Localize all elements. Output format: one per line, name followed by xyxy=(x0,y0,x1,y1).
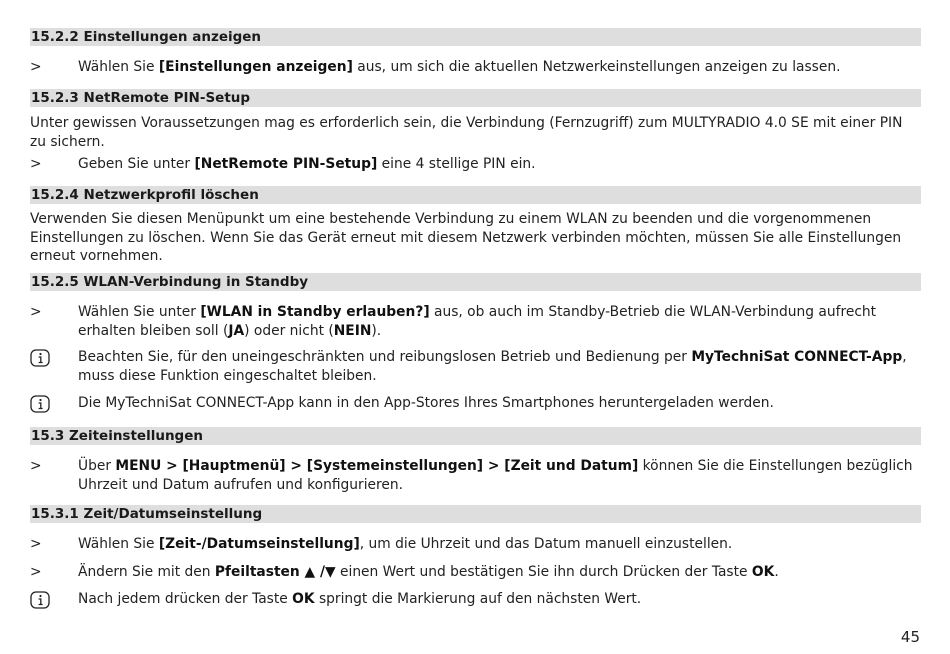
manual-page xyxy=(30,0,921,654)
section-heading-15-2-2: 15.2.2 Einstellungen anzeigen xyxy=(30,28,921,46)
section-heading-15-2-3: 15.2.3 NetRemote PIN-Setup xyxy=(30,89,921,107)
step-text: Geben Sie unter [NetRemote PIN-Setup] eine 4 stellige PIN ein. xyxy=(78,156,536,172)
paragraph: Unter gewissen Voraussetzungen mag es erforderlich sein, die Verbindung (Fernzugriff) zum MULTYRADIO 4.0 SE mit einer PIN zu sichern. xyxy=(30,115,903,150)
section-heading-15-2-5: 15.2.5 WLAN-Verbindung in Standby xyxy=(30,273,921,291)
step-text: Wählen Sie unter [WLAN in Standby erlauben?] aus, ob auch im Standby-Betrieb die WLAN-Verbindung aufrecht erhalten bleiben soll (JA) oder nicht (NEIN). xyxy=(78,304,877,339)
info-text: Nach jedem drücken der Taste OK springt die Markierung auf den nächsten Wert. xyxy=(78,591,642,607)
step-text: Wählen Sie [Zeit-/Datumseinstellung], um die Uhrzeit und das Datum manuell einzustellen. xyxy=(78,536,733,552)
step-marker: > xyxy=(30,304,42,320)
info-icon xyxy=(30,591,50,609)
info-icon xyxy=(30,395,50,413)
step-marker: > xyxy=(30,564,42,580)
step-text: Über MENU > [Hauptmenü] > [Systemeinstellungen] > [Zeit und Datum] können Sie die Einstellungen bezüglich Uhrzeit und Datum aufrufen und konfigurieren. xyxy=(78,458,913,493)
step-marker: > xyxy=(30,59,42,75)
info-text: Die MyTechniSat CONNECT-App kann in den App-Stores Ihres Smartphones heruntergeladen werden. xyxy=(78,395,774,411)
step-marker: > xyxy=(30,458,42,474)
section-heading-15-2-4: 15.2.4 Netzwerkprofil löschen xyxy=(30,186,921,204)
page-number: 45 xyxy=(900,628,920,646)
step-marker: > xyxy=(30,536,42,552)
step-text: Wählen Sie [Einstellungen anzeigen] aus, um sich die aktuellen Netzwerkeinstellungen anzeigen zu lassen. xyxy=(78,59,841,75)
step-marker: > xyxy=(30,156,42,172)
paragraph: Verwenden Sie diesen Menüpunkt um eine bestehende Verbindung zu einem WLAN zu beenden und die vorgenommenen Einstellungen zu löschen. Wenn Sie das Gerät erneut mit diesem Netzwerk verbinden möchten, müssen Sie alle Einstellungen erneut vornehmen. xyxy=(30,211,902,264)
step-text: Ändern Sie mit den Pfeiltasten ▲ /▼ einen Wert und bestätigen Sie ihn durch Drücken der Taste OK. xyxy=(78,564,779,580)
info-text: Beachten Sie, für den uneingeschränkten und reibungslosen Betrieb und Bedienung per MyTechniSat CONNECT-App, muss diese Funktion eingeschaltet bleiben. xyxy=(78,349,907,384)
info-icon xyxy=(30,349,50,367)
section-heading-15-3: 15.3 Zeiteinstellungen xyxy=(30,427,921,445)
section-heading-15-3-1: 15.3.1 Zeit/Datumseinstellung xyxy=(30,505,921,523)
